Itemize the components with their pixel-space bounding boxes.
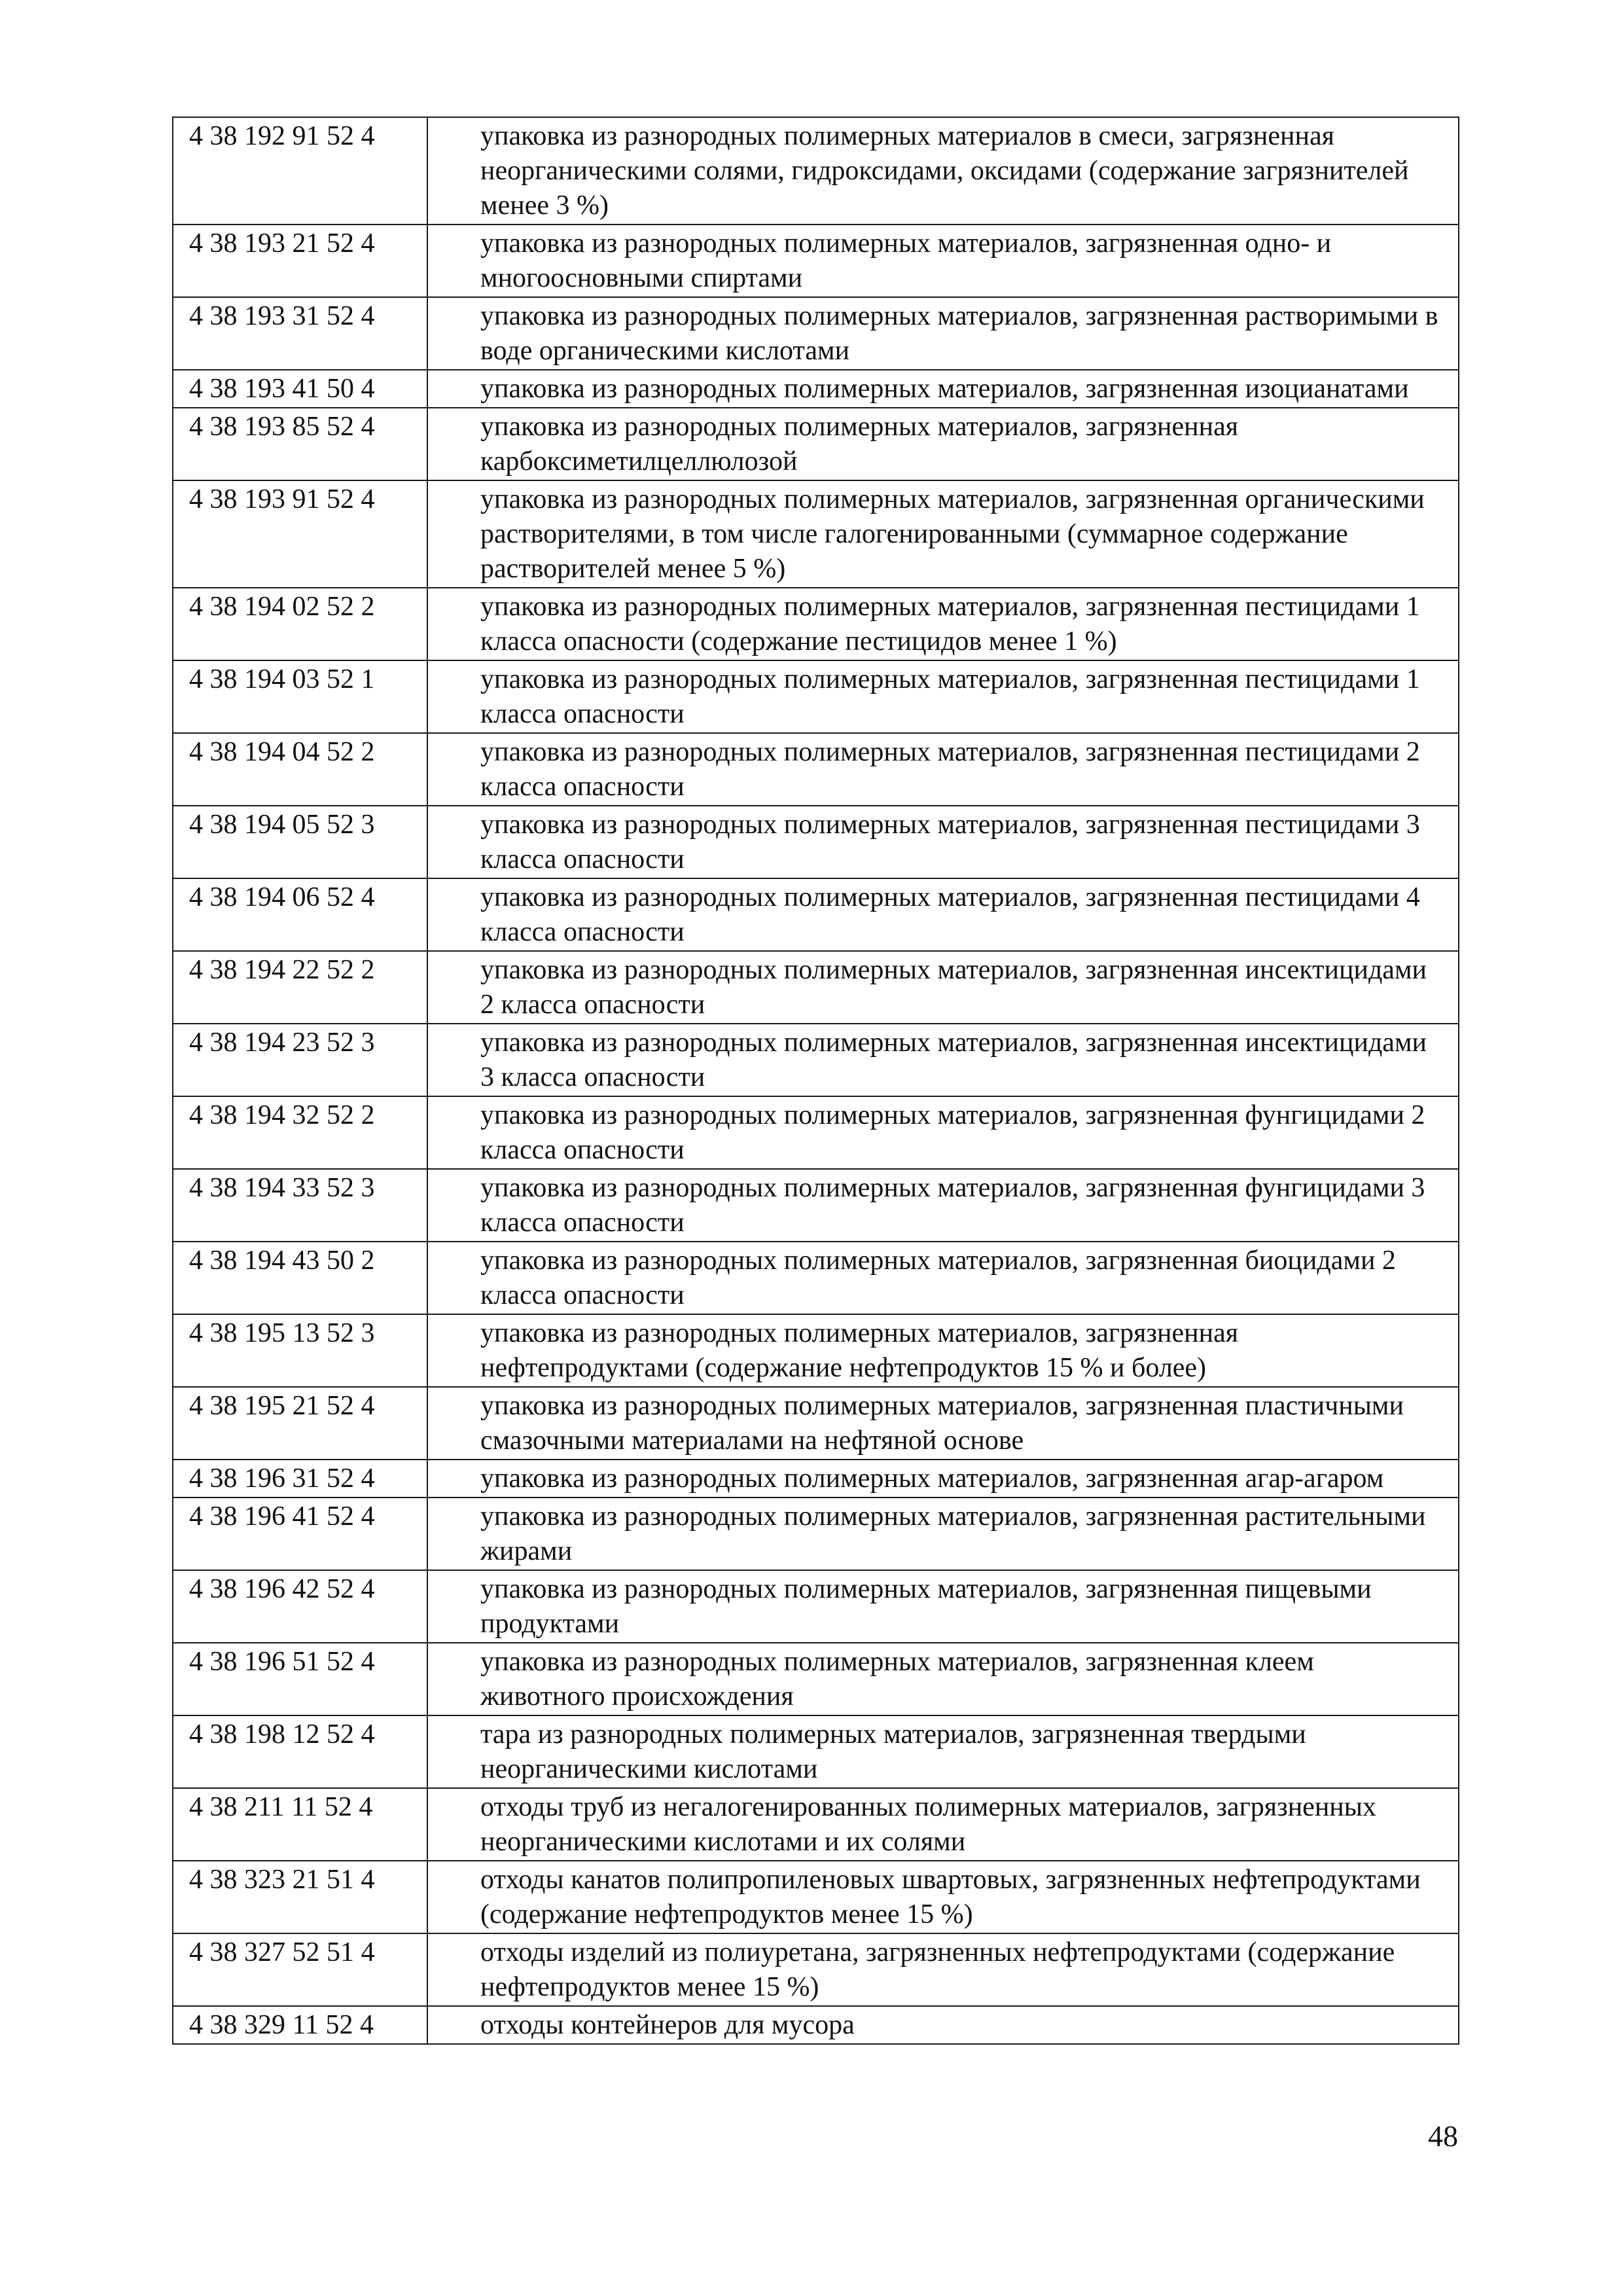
table-row <box>173 370 1459 408</box>
waste-description-cell: упаковка из разнородных полимерных материалов, загрязненная пестицидами 1 класса опасности (содержание пестицидов менее 1 %) <box>427 588 1459 660</box>
table-row <box>173 224 1459 297</box>
waste-code-cell: 4 38 193 85 52 4 <box>173 408 427 480</box>
table-row <box>173 1096 1459 1169</box>
waste-code-cell: 4 38 194 05 52 3 <box>173 806 427 878</box>
waste-code-cell: 4 38 211 11 52 4 <box>173 1788 427 1861</box>
table-row <box>173 1570 1459 1643</box>
table-row <box>173 733 1459 806</box>
waste-code-table <box>172 117 1459 2045</box>
waste-code-cell: 4 38 194 32 52 2 <box>173 1096 427 1169</box>
table-row <box>173 1024 1459 1096</box>
waste-code-cell: 4 38 194 43 50 2 <box>173 1242 427 1314</box>
waste-description-cell: упаковка из разнородных полимерных материалов, загрязненная пестицидами 2 класса опасности <box>427 733 1459 806</box>
waste-code-cell: 4 38 194 04 52 2 <box>173 733 427 806</box>
table-row <box>173 878 1459 951</box>
waste-description-cell: упаковка из разнородных полимерных материалов, загрязненная изоцианатами <box>427 370 1459 408</box>
table-row <box>173 1715 1459 1788</box>
waste-description-cell: упаковка из разнородных полимерных материалов, загрязненная инсектицидами 2 класса опасности <box>427 951 1459 1024</box>
waste-description-cell: отходы канатов полипропиленовых швартовых, загрязненных нефтепродуктами (содержание нефтепродуктов менее 15 %) <box>427 1861 1459 1933</box>
waste-description-cell: упаковка из разнородных полимерных материалов, загрязненная биоцидами 2 класса опасности <box>427 1242 1459 1314</box>
table-row <box>173 806 1459 878</box>
waste-description-cell: упаковка из разнородных полимерных материалов, загрязненная фунгицидами 2 класса опасности <box>427 1096 1459 1169</box>
waste-description-cell: упаковка из разнородных полимерных материалов, загрязненная пестицидами 1 класса опасности <box>427 660 1459 733</box>
waste-code-cell: 4 38 198 12 52 4 <box>173 1715 427 1788</box>
waste-code-cell: 4 38 195 21 52 4 <box>173 1387 427 1460</box>
waste-code-cell: 4 38 194 23 52 3 <box>173 1024 427 1096</box>
table-row <box>173 480 1459 588</box>
waste-description-cell: упаковка из разнородных полимерных материалов, загрязненная пищевыми продуктами <box>427 1570 1459 1643</box>
waste-code-cell: 4 38 196 51 52 4 <box>173 1643 427 1715</box>
waste-code-cell: 4 38 196 31 52 4 <box>173 1460 427 1498</box>
table-row <box>173 588 1459 660</box>
waste-code-cell: 4 38 195 13 52 3 <box>173 1314 427 1387</box>
waste-code-cell: 4 38 194 33 52 3 <box>173 1169 427 1242</box>
page-number: 48 <box>1428 2119 1458 2153</box>
waste-code-cell: 4 38 193 21 52 4 <box>173 224 427 297</box>
waste-code-cell: 4 38 193 31 52 4 <box>173 297 427 370</box>
waste-description-cell: упаковка из разнородных полимерных материалов, загрязненная инсектицидами 3 класса опасности <box>427 1024 1459 1096</box>
waste-description-cell: упаковка из разнородных полимерных материалов, загрязненная клеем животного происхождения <box>427 1643 1459 1715</box>
waste-code-table-body <box>173 117 1459 2044</box>
table-row <box>173 1387 1459 1460</box>
table-row <box>173 117 1459 224</box>
table-row <box>173 1788 1459 1861</box>
table-row <box>173 660 1459 733</box>
table-row <box>173 408 1459 480</box>
waste-description-cell: упаковка из разнородных полимерных материалов, загрязненная пестицидами 4 класса опасности <box>427 878 1459 951</box>
waste-code-cell: 4 38 327 52 51 4 <box>173 1933 427 2006</box>
waste-code-cell: 4 38 193 41 50 4 <box>173 370 427 408</box>
waste-description-cell: упаковка из разнородных полимерных материалов, загрязненная растительными жирами <box>427 1498 1459 1570</box>
waste-description-cell: упаковка из разнородных полимерных материалов, загрязненная фунгицидами 3 класса опасности <box>427 1169 1459 1242</box>
waste-code-cell: 4 38 196 42 52 4 <box>173 1570 427 1643</box>
waste-description-cell: отходы контейнеров для мусора <box>427 2006 1459 2044</box>
waste-code-cell: 4 38 329 11 52 4 <box>173 2006 427 2044</box>
waste-description-cell: упаковка из разнородных полимерных материалов, загрязненная нефтепродуктами (содержание нефтепродуктов 15 % и более) <box>427 1314 1459 1387</box>
table-row <box>173 1460 1459 1498</box>
waste-code-cell: 4 38 196 41 52 4 <box>173 1498 427 1570</box>
table-row <box>173 2006 1459 2044</box>
table-row <box>173 1314 1459 1387</box>
waste-description-cell: упаковка из разнородных полимерных материалов, загрязненная одно- и многоосновными спиртами <box>427 224 1459 297</box>
waste-code-cell: 4 38 192 91 52 4 <box>173 117 427 224</box>
waste-code-cell: 4 38 194 03 52 1 <box>173 660 427 733</box>
waste-code-cell: 4 38 194 22 52 2 <box>173 951 427 1024</box>
waste-description-cell: упаковка из разнородных полимерных материалов, загрязненная пластичными смазочными материалами на нефтяной основе <box>427 1387 1459 1460</box>
table-row <box>173 951 1459 1024</box>
waste-description-cell: упаковка из разнородных полимерных материалов, загрязненная карбоксиметилцеллюлозой <box>427 408 1459 480</box>
waste-description-cell: упаковка из разнородных полимерных материалов в смеси, загрязненная неорганическими солями, гидроксидами, оксидами (содержание загрязнителей менее 3 %) <box>427 117 1459 224</box>
waste-description-cell: упаковка из разнородных полимерных материалов, загрязненная растворимыми в воде органическими кислотами <box>427 297 1459 370</box>
waste-description-cell: упаковка из разнородных полимерных материалов, загрязненная агар-агаром <box>427 1460 1459 1498</box>
waste-code-cell: 4 38 323 21 51 4 <box>173 1861 427 1933</box>
waste-description-cell: упаковка из разнородных полимерных материалов, загрязненная органическими растворителями, в том числе галогенированными (суммарное содержание растворителей менее 5 %) <box>427 480 1459 588</box>
waste-description-cell: упаковка из разнородных полимерных материалов, загрязненная пестицидами 3 класса опасности <box>427 806 1459 878</box>
waste-description-cell: отходы труб из негалогенированных полимерных материалов, загрязненных неорганическими кислотами и их солями <box>427 1788 1459 1861</box>
table-row <box>173 1498 1459 1570</box>
waste-description-cell: отходы изделий из полиуретана, загрязненных нефтепродуктами (содержание нефтепродуктов менее 15 %) <box>427 1933 1459 2006</box>
waste-code-cell: 4 38 193 91 52 4 <box>173 480 427 588</box>
waste-description-cell: тара из разнородных полимерных материалов, загрязненная твердыми неорганическими кислотами <box>427 1715 1459 1788</box>
table-row <box>173 1169 1459 1242</box>
waste-code-cell: 4 38 194 06 52 4 <box>173 878 427 951</box>
table-row <box>173 1933 1459 2006</box>
table-row <box>173 1643 1459 1715</box>
table-row <box>173 1242 1459 1314</box>
table-row <box>173 1861 1459 1933</box>
table-row <box>173 297 1459 370</box>
waste-code-cell: 4 38 194 02 52 2 <box>173 588 427 660</box>
